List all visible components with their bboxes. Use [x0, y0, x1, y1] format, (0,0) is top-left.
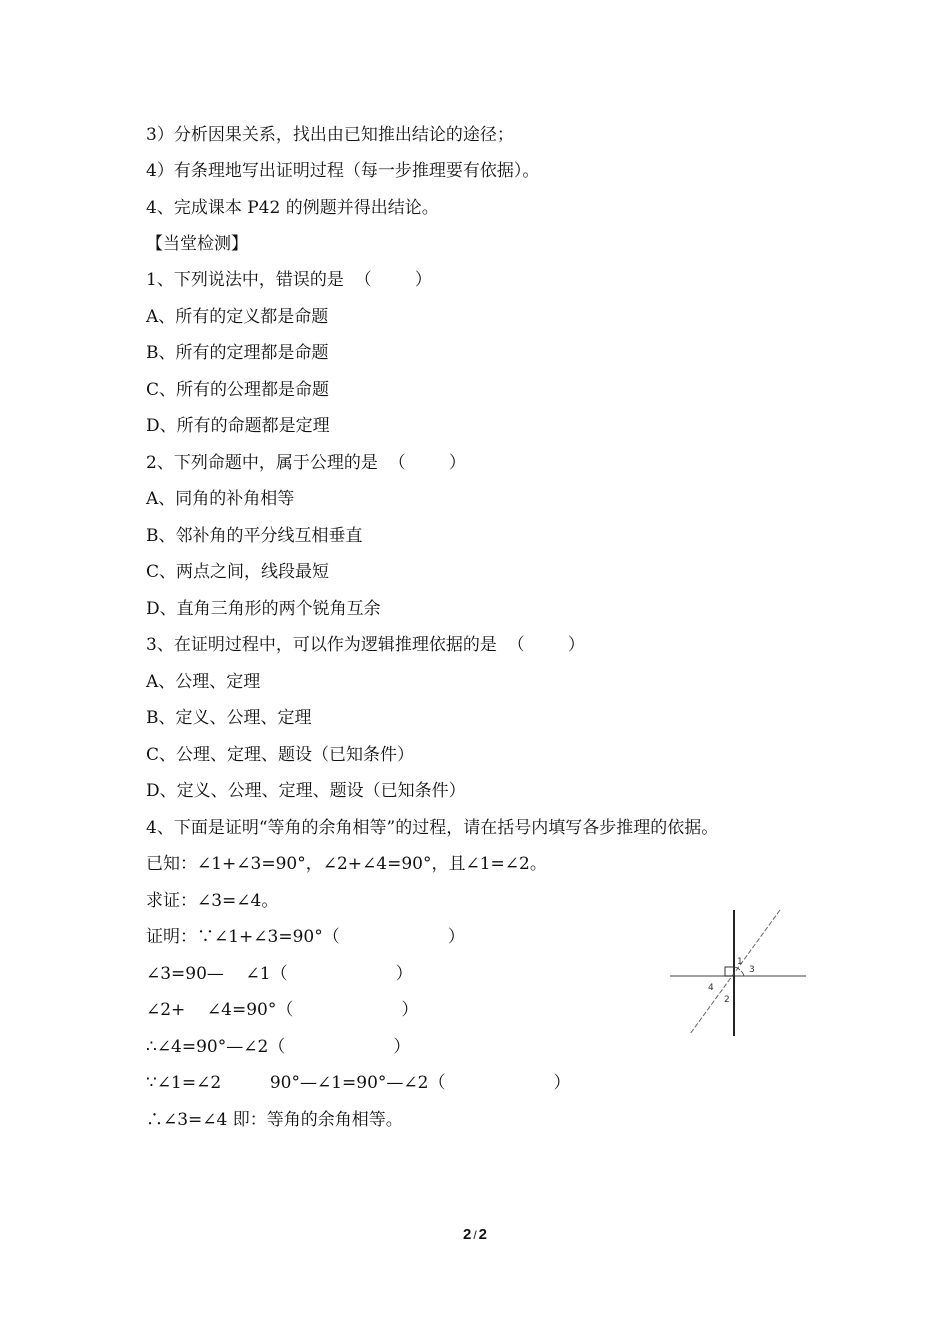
section-heading: 【当堂检测】: [146, 234, 248, 254]
question-1-option-d: D、所有的命题都是定理: [146, 416, 330, 436]
question-2: 2、下列命题中，属于公理的是 （ ）: [146, 453, 466, 473]
text-line-3: 4、完成课本 P42 的例题并得出结论。: [146, 198, 439, 218]
question-3-option-c: C、公理、定理、题设（已知条件）: [146, 745, 415, 765]
question-3-option-d: D、定义、公理、定理、题设（已知条件）: [146, 781, 466, 801]
angle-label-2: 2: [724, 995, 730, 1005]
proof-conclusion: ∴∠3=∠4 即：等角的余角相等。: [146, 1110, 403, 1130]
question-3-option-a: A、公理、定理: [146, 672, 261, 692]
proof-step-2: ∠3=90— ∠1（ ）: [146, 964, 413, 984]
text-line-1: 3）分析因果关系，找出由已知推出结论的途径；: [146, 125, 514, 145]
current-page: 2: [462, 1226, 472, 1243]
angle-diagram: [670, 908, 810, 1038]
page-number: [0, 1226, 950, 1243]
text-line-2: 4）有条理地写出证明过程（每一步推理要有依据）。: [146, 161, 540, 181]
total-pages: 2: [478, 1226, 488, 1243]
question-2-option-b: B、邻补角的平分线互相垂直: [146, 526, 363, 546]
question-1: 1、下列说法中，错误的是 （ ）: [146, 270, 432, 290]
proof-step-4: ∴∠4=90°—∠2（ ）: [146, 1037, 411, 1057]
angle-label-1: 1: [737, 957, 743, 967]
page-separator: /: [473, 1228, 477, 1242]
question-3-option-b: B、定义、公理、定理: [146, 708, 312, 728]
question-1-option-a: A、所有的定义都是命题: [146, 307, 329, 327]
angle-label-4: 4: [708, 983, 714, 993]
proof-step-1: 证明：∵∠1+∠3=90°（ ）: [146, 927, 465, 947]
angle-label-3: 3: [749, 965, 755, 975]
proof-step-3: ∠2+ ∠4=90°（ ）: [146, 1000, 419, 1020]
question-2-option-d: D、直角三角形的两个锐角互余: [146, 599, 381, 619]
proof-step-5: ∵∠1=∠2 90°—∠1=90°—∠2（ ）: [146, 1073, 571, 1093]
question-3: 3、在证明过程中，可以作为逻辑推理依据的是 （ ）: [146, 635, 585, 655]
question-1-option-b: B、所有的定理都是命题: [146, 343, 329, 363]
question-4: 4、下面是证明“等角的余角相等”的过程，请在括号内填写各步推理的依据。: [146, 818, 719, 838]
given-statement: 已知：∠1+∠3=90°，∠2+∠4=90°，且∠1=∠2。: [146, 854, 547, 874]
angle-3-arc: [741, 971, 744, 976]
question-1-option-c: C、所有的公理都是命题: [146, 380, 330, 400]
to-prove-statement: 求证：∠3=∠4。: [146, 891, 279, 911]
question-2-option-c: C、两点之间，线段最短: [146, 562, 330, 582]
question-2-option-a: A、同角的补角相等: [146, 489, 295, 509]
